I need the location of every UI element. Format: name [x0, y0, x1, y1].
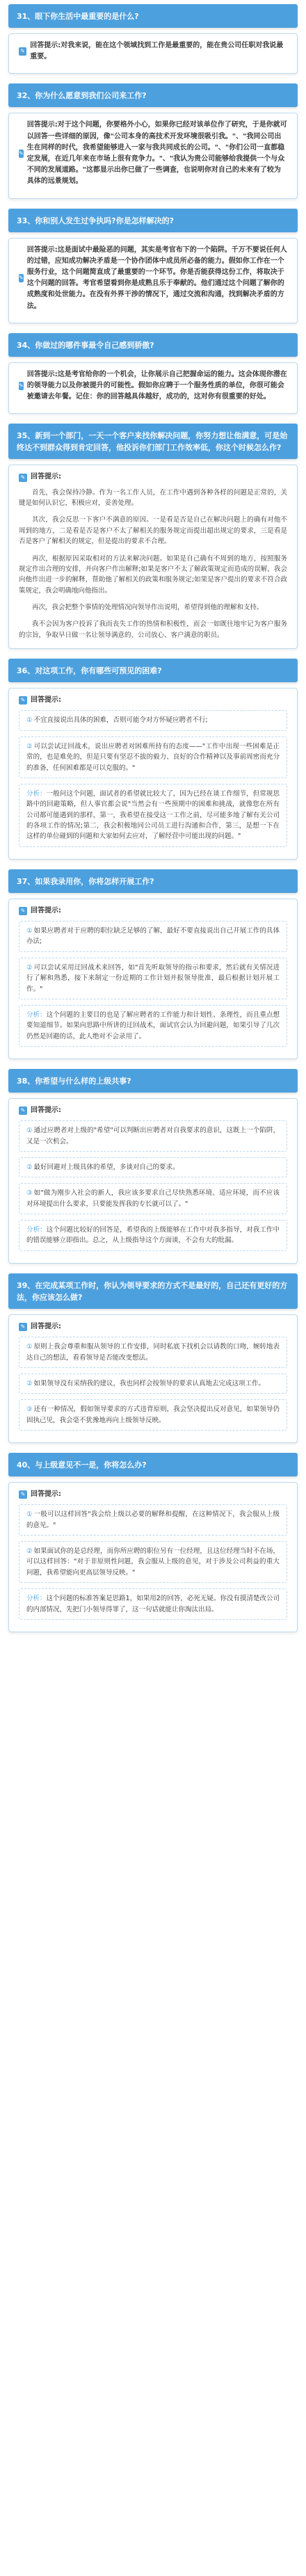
answer-card: [8, 33, 298, 74]
item-index: ③: [26, 1189, 33, 1198]
item-text: 通过应聘者对上级的"希望"可以判断出应聘者对自我要求的意识，这既上一个陷阱，又是一次机会。: [26, 1127, 280, 1145]
analysis-box: [19, 784, 287, 847]
tip-item: [19, 736, 287, 778]
pencil-icon: ✎: [19, 47, 26, 56]
answer-hint-text: 回答提示:: [31, 1106, 61, 1115]
answer-hint-label: [19, 1105, 287, 1116]
tip-item: [19, 1157, 287, 1177]
qa-section: [7, 1069, 299, 1264]
question-header: 37、如果我录用你，你将怎样开展工作?: [8, 869, 298, 893]
pencil-icon: ✎: [19, 474, 27, 482]
qa-section: [7, 1453, 299, 1632]
paragraph: 首先，我会保持冷静。作为一名工作人员，在工作中遇到各种各样的问题是正常的，关键是如何认识它，积极应对，妥善处理。: [19, 488, 287, 508]
answer-hint-text: 回答提示:: [31, 1322, 61, 1330]
qa-section: [7, 333, 299, 414]
item-text: 这个问题的主要目的也是了解应聘者的工作能力和计划性、条理性，而且重点想要知道细节。如果向思路中所讲的迂回战术，面试官会认为回避问题，如果引导了几次仍然是回避的话，此人绝对不会录用了。: [26, 1011, 280, 1040]
answer-card: [8, 362, 298, 414]
item-index: ①: [26, 716, 33, 725]
tip-item: [19, 1120, 287, 1152]
answer-hint-text: 回答提示:对于这个问题，你要格外小心，如果你已经对该单位作了研究，于是你就可以回答一些详细的原因，像"公司本身的高技术开发环境很吸引我。"、"我同公司出生在同样的时代，我希望能够进入一家与我共同成长的公司。"、"你们公司一直都稳定发展，在近几年来在市场上很有竞争力。"、"我认为贵公司能够给我提供一个与众不同的发展道路。"这都显示出你已做了一些调查，也说明你对自己的未来有了较为具体的远景规划。: [26, 121, 287, 186]
paragraph: 再次，根据原因采取相对的方法来解决问题。如果是自己确有不周到的地方，按照服务规定作出合理的安排，并向客户作出解释;如果是客户不太了解政策规定而造成的误解，我会向他作出进一步的解释，帮助他了解相关的政策和服务规定;如果是客户提出的要求不符合政策规定，我会明确地向他指出。: [19, 554, 287, 595]
tip-item: [19, 921, 287, 952]
analysis-box: [19, 1005, 287, 1047]
item-index: ①: [26, 1343, 33, 1351]
answer-card: [8, 465, 298, 649]
answer-hint-label: [19, 369, 287, 403]
item-text: 这个问题比较好的回答是，希望我的上级能够在工作中对我多指导，对我工作中的错误能够立即指出。总之，从上级指导这个方面谈，不会有大的纰漏。: [26, 1226, 280, 1245]
question-header: 35、新到一个部门，一天一个客户来找你解决问题，你努力想让他满意，可是始终达不到群众得到肯定回答，他投诉你们部门工作效率低，你这个时候怎么作?: [8, 424, 298, 459]
item-index: ②: [26, 963, 33, 972]
qa-section: [7, 209, 299, 323]
answer-card: [8, 688, 298, 860]
tip-item: [19, 958, 287, 999]
pencil-icon: ✎: [19, 696, 27, 705]
answer-hint-text: 回答提示:这是面试中最险恶的问题，其实是考官布下的一个陷阱。千万不要说任何人的过错，应知成功解决矛盾是一个协作团体中成员所必备的能力。假如你工作在一个服务行业，这个问题简直成了最重要的一个环节。你是否能获得这份工作，将取决于这个问题的回答。考官希望看到你是成熟且乐于奉献的。他们通过这个问题了解你的成熟度和处世能力。在没有外界干涉的情况下，通过交流和沟通，找到解决矛盾的方法。: [26, 245, 287, 310]
qa-section: [7, 4, 299, 74]
tip-item: [19, 1337, 287, 1368]
pencil-icon: ✎: [19, 907, 27, 915]
answer-hint-label: [19, 695, 287, 706]
item-text: 可以尝试采用迂回战术来回答，如"首先听取领导的指示和要求，然后就有关情况进行了解和熟悉，接下来制定一份近期的工作计划并报领导批准，最后根据计划开展工作。": [26, 963, 280, 993]
answer-hint-label: [19, 120, 287, 187]
item-index: ②: [26, 742, 33, 750]
item-text: 这个问题的标准答案是思路1，如果用2的回答，必死无疑。你没有摸清楚改公司的内部情况，先把门小领导得罪了，这一句话就能让你淘汰出局。: [26, 1595, 280, 1613]
pencil-icon: ✎: [19, 1106, 27, 1115]
item-index: ①: [26, 1511, 33, 1519]
answer-hint-text: 回答提示:对我来说，能在这个领域找到工作是最重要的，能在贵公司任职对我说最重要。: [30, 42, 284, 61]
item-index: ①: [26, 1127, 33, 1135]
question-header: 34、你做过的哪件事最令自己感到骄傲?: [8, 333, 298, 357]
item-text: 如果领导没有采纳我的建议，我也同样会按领导的要求认真地去完成这项工作。: [33, 1379, 266, 1387]
item-text: 一般问这个问题，面试者的希望就比较大了，因为已经在谈工作细节，但常规思路中的回避策略，但人事官都会说"当然会有一些预期中的困难和挑战，就像您在所有公司都可能遇到的那样，第一，我希望在接受这一工作之前，尽可能多地了解有关公司的各项工作的情况;第二，我会积极地同公司员工进行沟通和合作，第三，是想一下在这样的单位碰到的问题和大家如何去应对，了解经营中可能出现的问题。": [26, 789, 280, 841]
item-index: ③: [26, 1406, 33, 1414]
analysis-box: [19, 1220, 287, 1251]
qa-section: [7, 1273, 299, 1443]
pencil-icon: ✎: [19, 150, 24, 157]
answer-card: [8, 899, 298, 1059]
pencil-icon: ✎: [19, 1490, 27, 1499]
qa-section: [7, 659, 299, 860]
item-text: 如果应聘者对于应聘的职位缺乏足够的了解，最好不要直接说出自己开展工作的具体办法;: [26, 927, 280, 946]
answer-card: [8, 238, 298, 323]
answer-card: [8, 113, 298, 198]
tip-item: [19, 1183, 287, 1214]
question-header: 32、你为什么愿意到我们公司来工作?: [8, 83, 298, 107]
item-index: ①: [26, 927, 33, 935]
answer-hint-label: [19, 1489, 287, 1500]
item-text: 如果面试你的是总经理，而你所应聘的职位另有一位经理，且这位经理当时不在场，可以这样回答："对于非原则性问题，我会服从上级的意见，对于涉及公司利益的重大问题，我希望能向更高层领导反映。": [26, 1547, 280, 1577]
analysis-label: 分析：: [26, 1226, 47, 1234]
analysis-box: [19, 1588, 287, 1620]
qa-section: [7, 869, 299, 1059]
analysis-label: 分析：: [26, 1011, 47, 1019]
paragraph: 再次，我会把整个事情的处理情况向领导作出说明，希望得到他的理解和支持。: [32, 604, 264, 612]
question-header: 31、眼下你生活中最重要的是什么?: [8, 4, 298, 28]
item-text: 最好回避对上级具体的希望，多谈对自己的要求。: [33, 1163, 179, 1171]
answer-hint-label: [19, 905, 287, 917]
answer-hint-text: 回答提示:: [31, 906, 61, 915]
item-text: 还有一种情况，假如领导要求的方式违背原则，我会坚决提出反对意见，如果领导仍固执己见，我会毫不犹豫地再向上级领导反映。: [26, 1406, 280, 1424]
item-index: ②: [26, 1163, 33, 1171]
qa-section: [7, 424, 299, 649]
answer-hint-label: [19, 245, 287, 312]
tip-item: [19, 1399, 287, 1431]
answer-hint-text: 回答提示:: [31, 473, 61, 481]
tip-item: [19, 1541, 287, 1583]
answer-hint-label: [19, 1321, 287, 1333]
item-text: 可以尝试迂回战术，说出应聘者对困难所持有的态度——"工作中出现一些困难是正常的，也是难免的，但是只要有坚忍不拔的毅力、良好的合作精神以及事前周密而充分的准备，任何困难都是可以克服的。": [26, 742, 280, 772]
question-header: 39、在完成某项工作时，你认为领导要求的方式不是最好的，自己还有更好的方法，你应该怎么做?: [8, 1273, 298, 1309]
question-header: 36、对这项工作，你有哪些可预见的困难?: [8, 659, 298, 682]
tip-item: [19, 1374, 287, 1394]
question-header: 38、你希望与什么样的上级共事?: [8, 1069, 298, 1093]
item-index: ②: [26, 1379, 33, 1387]
answer-card: [8, 1482, 298, 1632]
item-text: 一般可以这样回答"我会给上级以必要的解释和提醒，在这种情况下，我会服从上级的意见。": [26, 1511, 280, 1529]
paragraph: 其次，我会反思一下客户不满意的原因。一是看是否是自己在解决问题上的确有对他不周到的地方，二是看是否是客户不太了解相关的服务规定而提出超出规定的要求，三是看是否是客户了解相关的规定，但是提出的要求不合理。: [19, 516, 287, 546]
item-text: 原则上我会尊重和服从领导的工作安排，同时私底下找机会以请教的口吻，婉转地表达自己的想法，看看领导是否能改变想法。: [26, 1343, 280, 1362]
answer-hint-text: 回答提示:: [31, 1490, 61, 1499]
answer-card: [8, 1314, 298, 1443]
analysis-label: 分析：: [26, 789, 47, 798]
paragraph: 我不会因为客户投诉了我而丧失工作的热情和积极性，而会一如既往地牢记为客户服务的宗旨，争取早日做一名让领导满意的、公司放心、客户满意的职员。: [19, 620, 287, 639]
question-header: 40、与上级意见不一是，你将怎么办?: [8, 1453, 298, 1476]
pencil-icon: ✎: [19, 1323, 27, 1331]
item-text: 如"做为刚步入社会的新人，我应该多要求自己尽快熟悉环境、适应环境，而不应该对环境提出什么要求，只要能发挥我的专长就可以了。": [26, 1189, 280, 1208]
answer-hint-text: 回答提示:这是考官给你的一个机会，让你展示自己把握命运的能力。这会体现你潜在的领导能力以及你被提升的可能性。假如你应聘于一个服务性质的单位，你很可能会被邀请去年餐。记住：你的回答越具体越好，成功的，这对你有很重要的好处。: [26, 370, 287, 401]
answer-hint-label: [19, 40, 287, 63]
question-header: 33、你和别人发生过争执吗?你是怎样解决的?: [8, 209, 298, 232]
tip-item: [19, 1504, 287, 1536]
answer-hint-label: [19, 472, 287, 483]
tip-item: [19, 710, 287, 730]
answer-hint-text: 回答提示:: [31, 696, 61, 705]
analysis-label: 分析：: [26, 1595, 47, 1603]
pencil-icon: ✎: [19, 383, 24, 389]
item-text: 不宜直接说出具体的困难，否则可能令对方怀疑应聘者不行;: [33, 716, 208, 725]
pencil-icon: ✎: [19, 275, 24, 282]
item-index: ②: [26, 1547, 33, 1555]
answer-card: [8, 1098, 298, 1264]
qa-section: [7, 83, 299, 198]
